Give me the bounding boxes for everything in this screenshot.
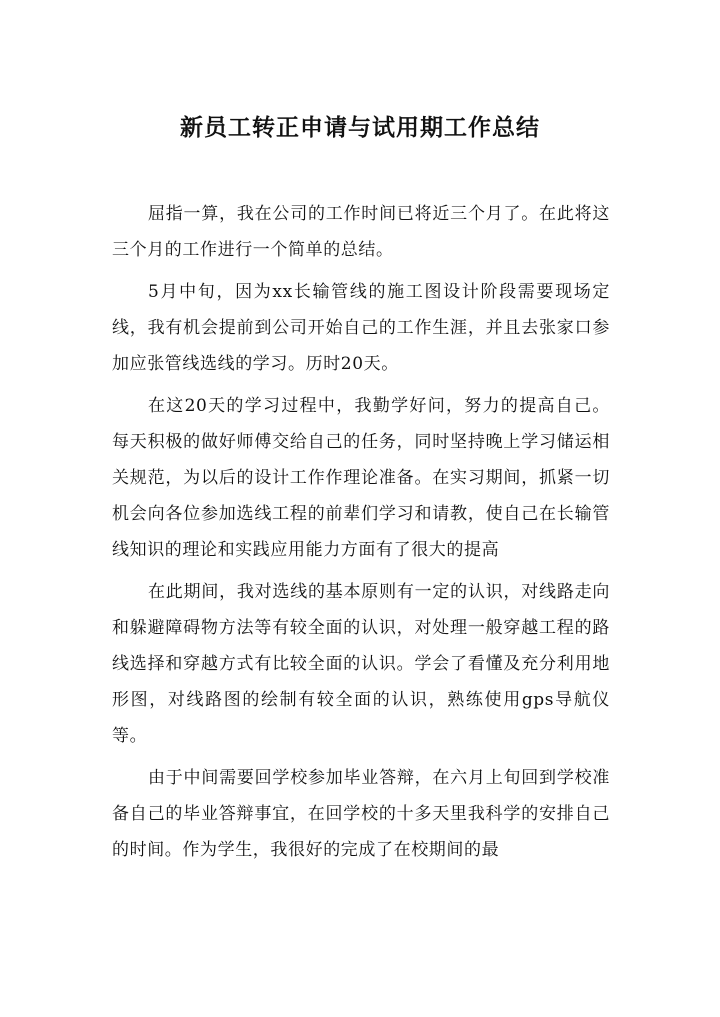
paragraph-5: 由于中间需要回学校参加毕业答辩，在六月上旬回到学校准备自己的毕业答辩事宜，在回学校的十多天里我科学的安排自己的时间。作为学生，我很好的完成了在校期间的最 bbox=[112, 768, 610, 860]
paragraph-3: 在这20天的学习过程中，我勤学好问，努力的提高自己。每天积极的做好师傅交给自己的任务，同时坚持晚上学习储运相关规范，为以后的设计工作作理论准备。在实习期间，抓紧一切机会向各位参加选线工程的前辈们学习和请教，使自己在长输管线知识的理论和实践应用能力方面有了很大的提高 bbox=[112, 396, 610, 560]
document-title: 新员工转正申请与试用期工作总结 bbox=[180, 115, 540, 141]
document-body bbox=[112, 196, 610, 874]
paragraph-4: 在此期间，我对选线的基本原则有一定的认识，对线路走向和躲避障碍物方法等有较全面的认识，对处理一般穿越工程的路线选择和穿越方式有比较全面的认识。学会了看懂及充分利用地形图，对线路图的绘制有较全面的认识，熟练使用gps导航仪等。 bbox=[112, 582, 610, 746]
paragraph-2: 5月中旬，因为xx长输管线的施工图设计阶段需要现场定线，我有机会提前到公司开始自己的工作生涯，并且去张家口参加应张管线选线的学习。历时20天。 bbox=[112, 282, 610, 374]
paragraph-1: 屈指一算，我在公司的工作时间已将近三个月了。在此将这三个月的工作进行一个简单的总结。 bbox=[112, 204, 610, 260]
